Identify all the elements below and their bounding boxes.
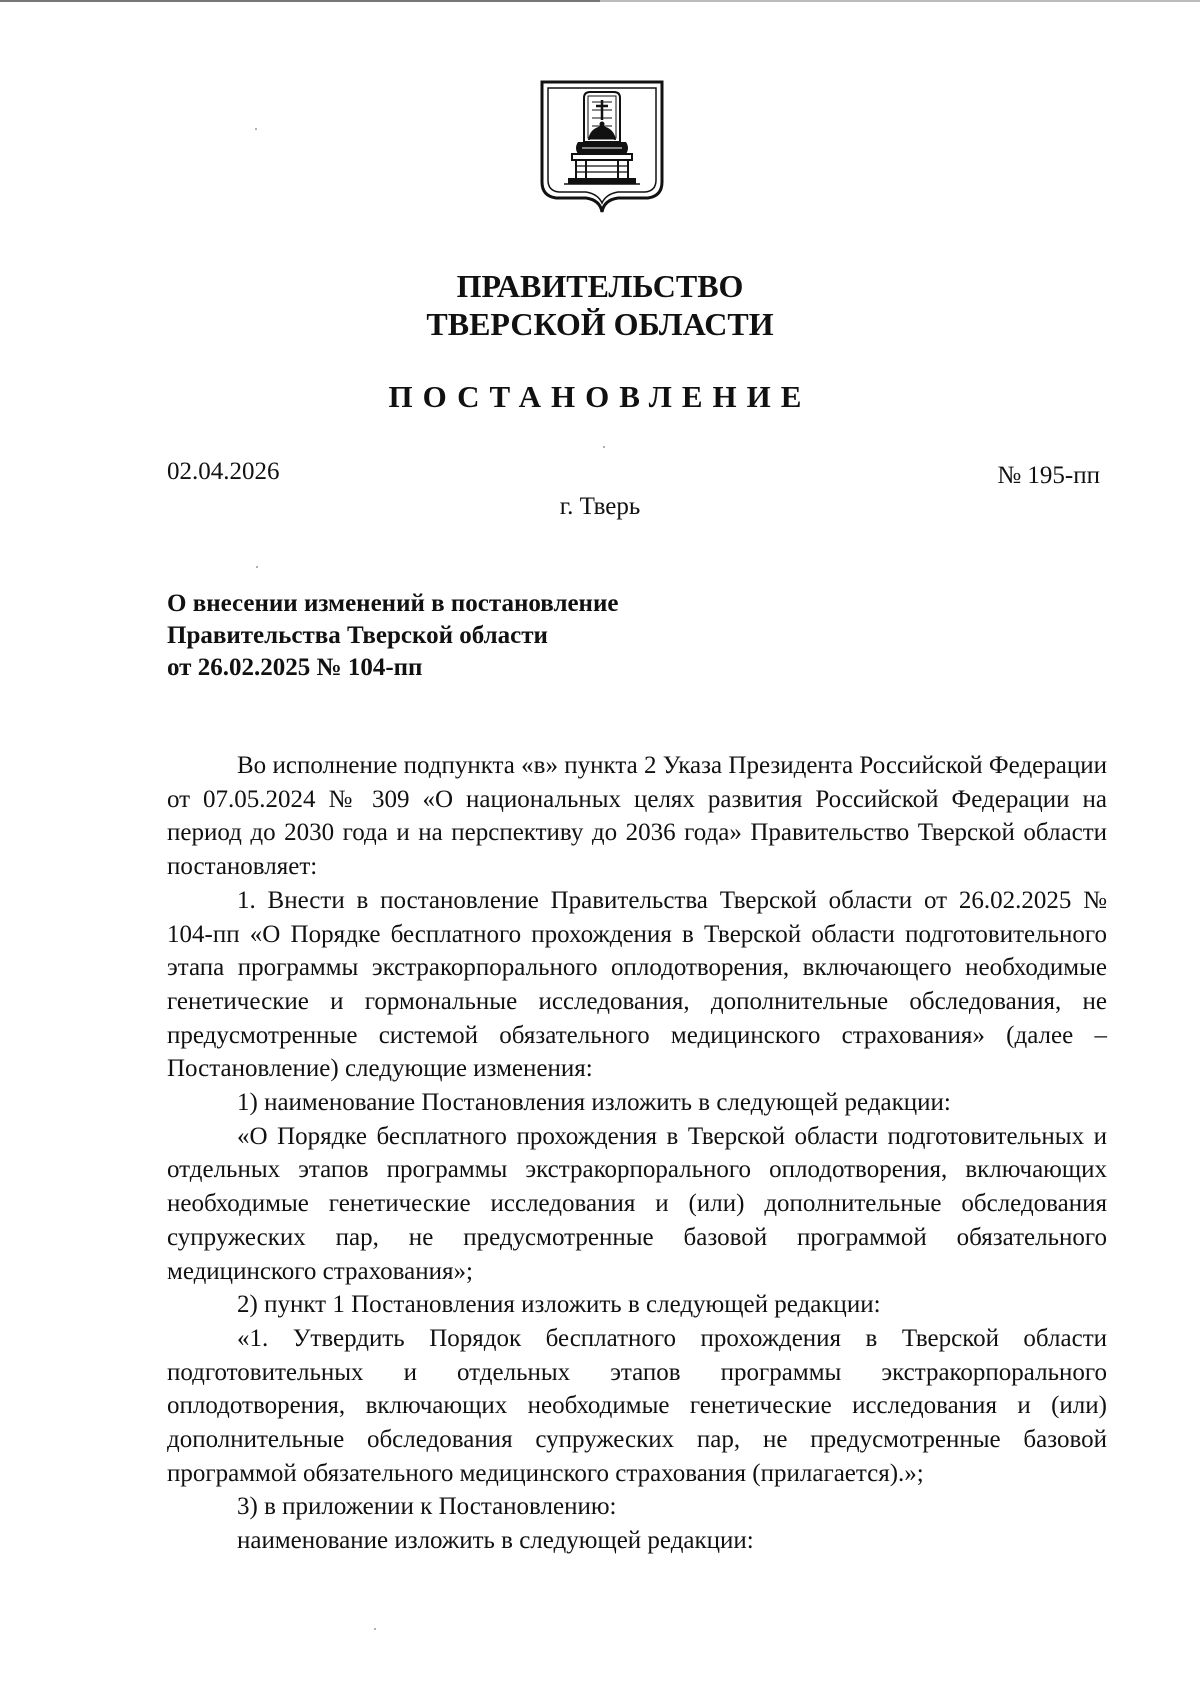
body-paragraph-quote1: «О Порядке бесплатного прохождения в Тверской области подготовительных и отдельных этапов программы экстракорпорального оплодотворения, включающих необходимые генетические исследования и (или) дополнительные обследования супружеских пар, не предусмотренные базовой программой обязательного медицинского страхования»;: [167, 1122, 1107, 1285]
body-paragraph-subitem1: 1) наименование Постановления изложить в следующей редакции:: [237, 1089, 951, 1117]
scan-speck: [603, 446, 605, 448]
scan-top-border-light: [600, 0, 1200, 2]
body-paragraph-subitem2: 2) пункт 1 Постановления изложить в следующей редакции:: [237, 1291, 881, 1319]
document-type: ПОСТАНОВЛЕНИЕ: [388, 379, 812, 414]
scan-speck: [255, 128, 257, 130]
document-subject: [167, 588, 867, 684]
tver-coat-of-arms-icon: [538, 78, 666, 216]
document-number: № 195-пп: [997, 462, 1100, 489]
scan-speck: [374, 1628, 376, 1630]
organization-title: [0, 267, 1200, 343]
body-paragraph-item1: 1. Внести в постановление Правительства Тверской области от 26.02.2025 № 104-пп «О Порядке бесплатного прохождения в Тверской области подготовительного этапа программы экстракорпорального оплодотворения, включающего необходимые генетические и гормональные исследования, дополнительные обследования, не предусмотренные системой обязательного медицинского страхования» (далее – Постановление) следующие изменения:: [167, 886, 1107, 1083]
body-paragraph-quote2: «1. Утвердить Порядок бесплатного прохождения в Тверской области подготовительных и отдельных этапов программы экстракорпорального оплодотворения, включающих необходимые генетические исследования и (или) дополнительные обследования супружеских пар, не предусмотренные базовой программой обязательного медицинского страхования (прилагается).»;: [167, 1324, 1107, 1487]
subject-line2: Правительства Тверской области: [167, 622, 548, 649]
body-paragraph-subitem3: 3) в приложении к Постановлению:: [237, 1493, 617, 1521]
scan-speck: [256, 566, 258, 568]
org-title-line1: ПРАВИТЕЛЬСТВО: [456, 268, 744, 304]
subject-line3: от 26.02.2025 № 104-пп: [167, 654, 423, 681]
document-body: [167, 749, 1107, 1558]
body-paragraph-preamble: Во исполнение подпункта «в» пункта 2 Указа Президента Российской Федерации от 07.05.2024 № 309 «О национальных целях развития Российской Федерации на период до 2030 года и на перспективу до 2036 года» Правительство Тверской области постановляет:: [167, 752, 1107, 881]
org-title-line2: ТВЕРСКОЙ ОБЛАСТИ: [426, 306, 774, 342]
document-date: 02.04.2026: [167, 458, 280, 485]
body-paragraph-continuation: наименование изложить в следующей редакции:: [237, 1527, 754, 1555]
document-place: г. Тверь: [559, 493, 641, 520]
subject-line1: О внесении изменений в постановление: [167, 590, 619, 617]
